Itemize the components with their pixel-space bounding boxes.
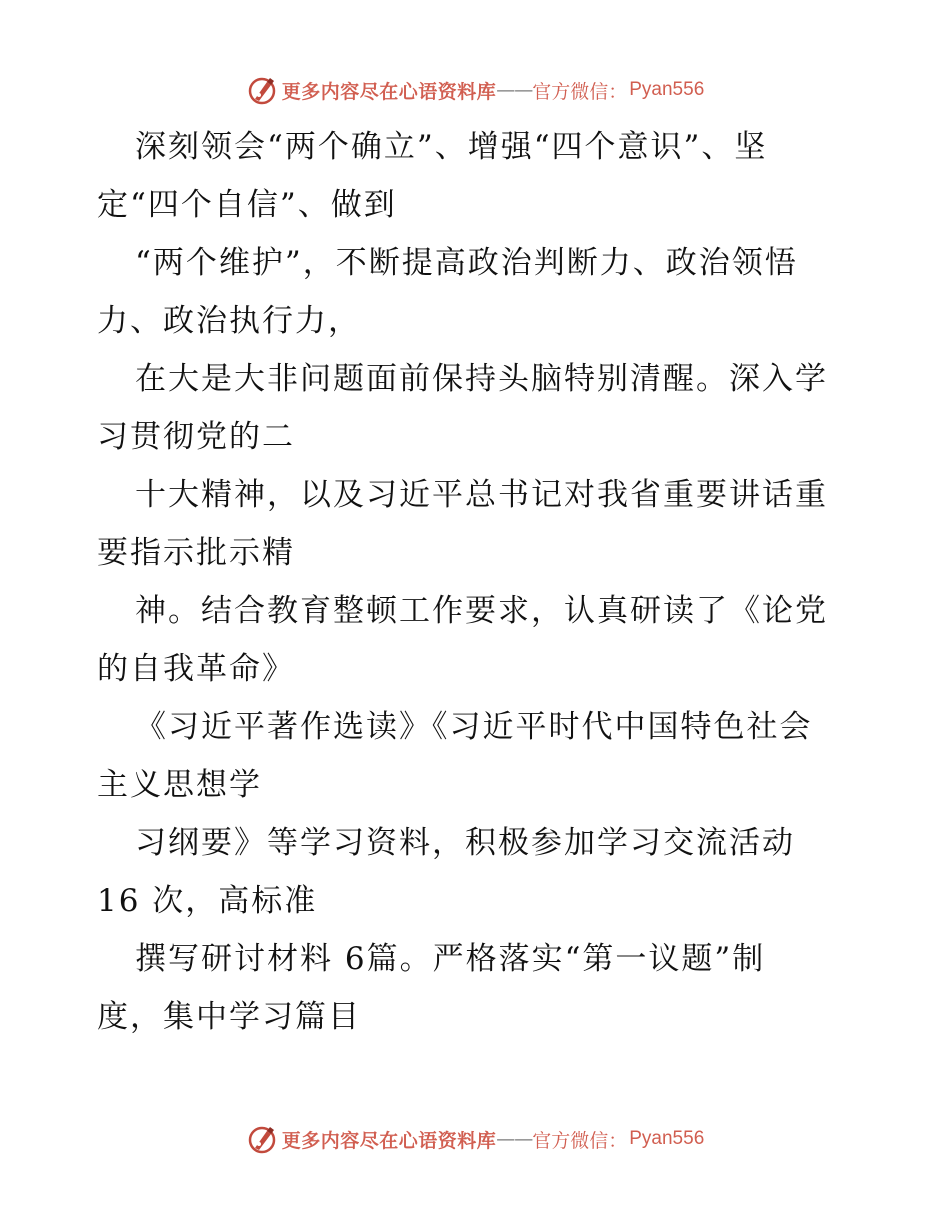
text-line: 要指示批示精 (97, 535, 295, 571)
text-line: 力、政治执行力， (97, 303, 361, 339)
text-line: 十大精神，以及习近平总书记对我省重要讲话重 (135, 477, 828, 513)
banner-wechat-id: Pyan556 (629, 79, 705, 100)
text-line: 深刻领会“两个确立”、增强“四个意识”、坚 (135, 129, 768, 165)
banner-subtitle: 官方微信： (532, 80, 628, 103)
header-banner (0, 72, 950, 108)
text-line: 习贯彻党的二 (97, 419, 295, 455)
banner-title: 更多内容尽在心语资料库 (281, 80, 497, 103)
banner-title: 更多内容尽在心语资料库 (281, 1129, 497, 1152)
text-line: 习纲要》等学习资料，积极参加学习交流活动 (135, 825, 795, 861)
text-line: 主义思想学 (97, 767, 262, 803)
text-line: 16 次，高标准 (97, 883, 318, 919)
text-line: 定“四个自信”、做到 (97, 187, 397, 223)
banner-wechat-id: Pyan556 (629, 1128, 705, 1149)
banner-subtitle: 官方微信： (532, 1129, 628, 1152)
text-line: 的自我革命》 (97, 651, 295, 687)
text-line: 神。结合教育整顿工作要求，认真研读了《论党 (135, 593, 828, 629)
banner-dash: —— (496, 79, 533, 101)
text-line: 度，集中学习篇目 (97, 999, 361, 1035)
text-line: 《习近平著作选读》《习近平时代中国特色社会 (135, 709, 813, 745)
text-line: “两个维护”，不断提高政治判断力、政治领悟 (135, 245, 798, 281)
pen-logo-icon (246, 1123, 278, 1155)
text-line: 撰写研讨材料 6篇。严格落实“第一议题”制 (135, 941, 766, 977)
document-body (97, 118, 857, 1046)
pen-logo-icon (246, 74, 278, 106)
footer-banner (0, 1121, 950, 1157)
banner-dash: —— (496, 1128, 533, 1150)
text-line: 在大是大非问题面前保持头脑特别清醒。深入学 (135, 361, 828, 397)
